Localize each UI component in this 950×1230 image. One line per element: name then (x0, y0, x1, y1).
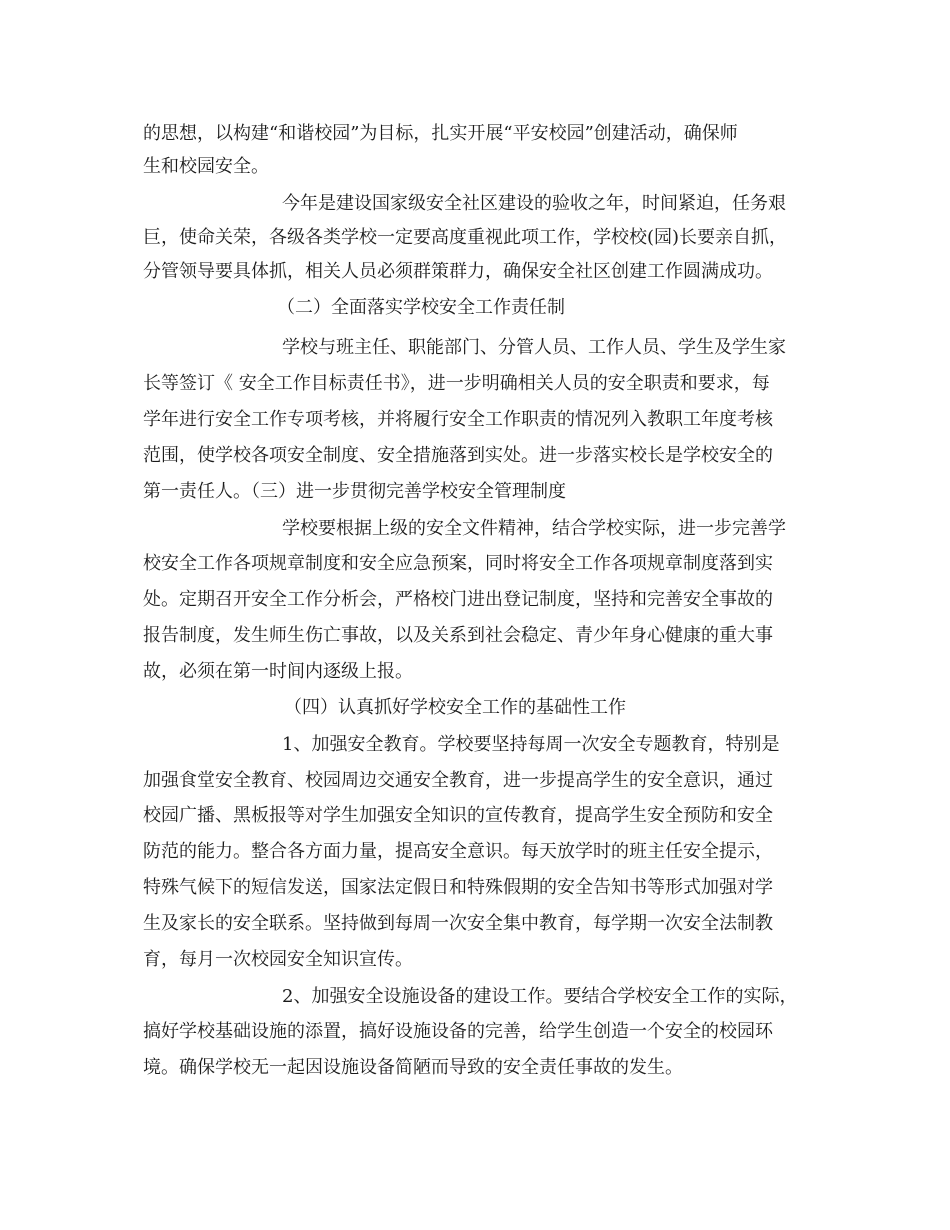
text-line: 学年进行安全工作专项考核，并将履行安全工作职责的情况列入教职工年度考核 (143, 409, 773, 430)
text-line: 学校要根据上级的安全文件精神，结合学校实际，进一步完善学 (282, 518, 786, 539)
text-line: 学校与班主任、职能部门、分管人员、工作人员、学生及学生家 (282, 337, 786, 358)
section-heading: （二）全面落实学校安全工作责任制 (277, 297, 565, 318)
text-line: 第一责任人。（三）进一步贯彻完善学校安全管理制度 (143, 481, 566, 502)
text-line: 巨，使命关荣，各级各类学校一定要高度重视此项工作，学校校(园)长要亲自抓， (143, 227, 788, 248)
text-line: 报告制度，发生师生伤亡事故，以及关系到社会稳定、青少年身心健康的重大事 (143, 625, 773, 646)
text-line: 防范的能力。整合各方面力量，提高安全意识。每天放学时的班主任安全提示， (143, 841, 773, 862)
text-line: 校园广播、黑板报等对学生加强安全知识的宣传教育，提高学生安全预防和安全 (143, 805, 773, 826)
text-line: 2、加强安全设施设备的建设工作。要结合学校安全工作的实际， (282, 986, 798, 1007)
text-line: 生及家长的安全联系。坚持做到每周一次安全集中教育，每学期一次安全法制教 (143, 913, 773, 934)
text-line: 今年是建设国家级安全社区建设的验收之年，时间紧迫，任务艰 (282, 193, 786, 214)
text-line: 的思想，以构建“和谐校园”为目标，扎实开展“平安校园”创建活动，确保师 (143, 123, 738, 144)
text-line: 境。确保学校无一起因设施设备简陋而导致的安全责任事故的发生。 (143, 1057, 683, 1078)
text-line: 生和校园安全。 (143, 156, 269, 177)
text-line: 故，必须在第一时间内逐级上报。 (143, 661, 413, 682)
text-line: 育，每月一次校园安全知识宣传。 (143, 949, 413, 970)
text-line: 范围，使学校各项安全制度、安全措施落到实处。进一步落实校长是学校安全的 (143, 445, 773, 466)
text-line: 1、加强安全教育。学校要坚持每周一次安全专题教育，特别是 (282, 734, 780, 755)
section-heading: （四）认真抓好学校安全工作的基础性工作 (284, 697, 626, 718)
text-line: 处。定期召开安全工作分析会，严格校门进出登记制度，坚持和完善安全事故的 (143, 589, 773, 610)
text-line: 加强食堂安全教育、校园周边交通安全教育，进一步提高学生的安全意识，通过 (143, 770, 773, 791)
text-line: 分管领导要具体抓，相关人员必须群策群力，确保安全社区创建工作圆满成功。 (143, 261, 773, 282)
text-line: 特殊气候下的短信发送，国家法定假日和特殊假期的安全告知书等形式加强对学 (143, 877, 773, 898)
text-line: 长等签订《 安全工作目标责任书》，进一步明确相关人员的安全职责和要求，每 (143, 373, 770, 394)
text-line: 搞好学校基础设施的添置，搞好设施设备的完善，给学生创造一个安全的校园环 (143, 1021, 773, 1042)
text-line: 校安全工作各项规章制度和安全应急预案，同时将安全工作各项规章制度落到实 (143, 553, 773, 574)
